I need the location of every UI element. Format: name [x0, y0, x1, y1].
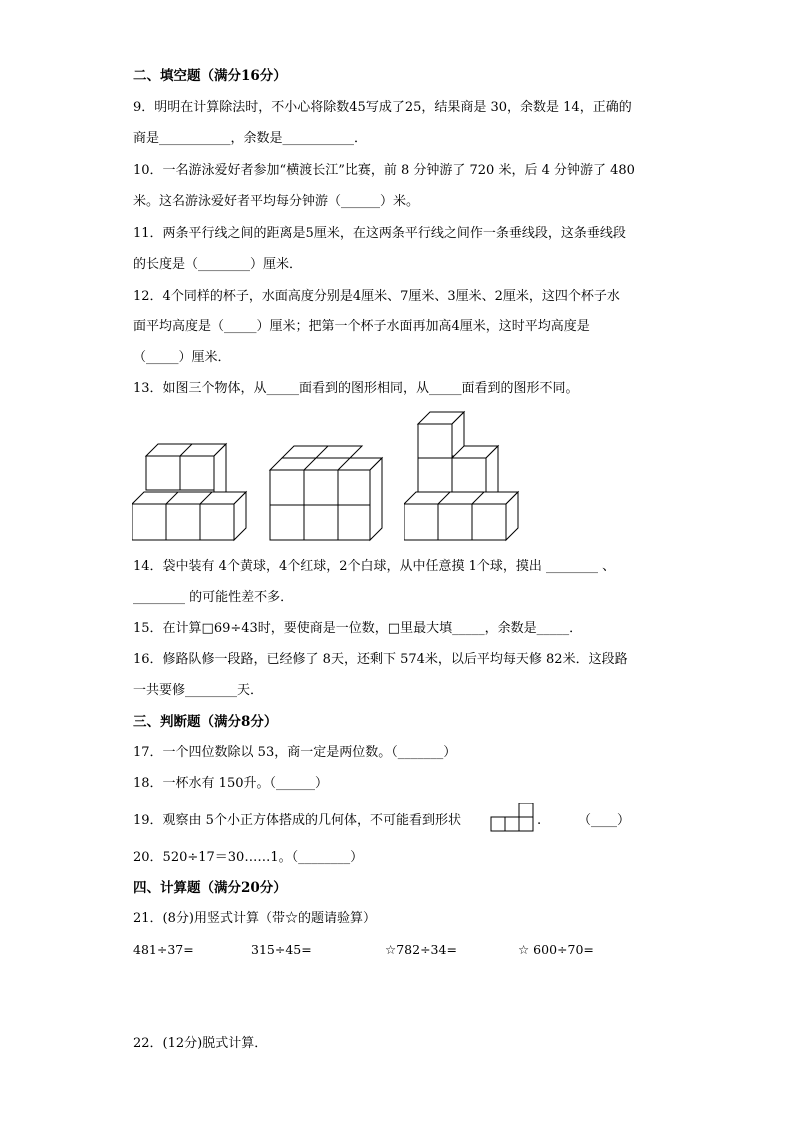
section-heading-calculation: 四、计算题（满分20分） — [133, 880, 287, 896]
calc-item-1: 481÷37= — [133, 942, 194, 957]
calc-item-4: ☆ 600÷70= — [518, 942, 594, 957]
question-16-line-2: 一共要修________天． — [133, 683, 264, 698]
question-15: 15．在计算□69÷43时，要使商是一位数，□里最大填_____，余数是_____． — [133, 621, 583, 636]
square-shape-icon — [490, 803, 536, 833]
question-14-line-1: 14．袋中装有 4个黄球，4个红球，2个白球，从中任意摸 1个球，摸出 ________ 、 — [133, 559, 616, 574]
question-10-line-1: 10．一名游泳爱好者参加“横渡长江”比赛，前 8 分钟游了 720 米，后 4 分钟游了 480 — [133, 163, 635, 178]
cube-figure-3 — [404, 400, 522, 542]
question-20: 20．520÷17＝30……1。（________） — [133, 850, 364, 865]
section-heading-fill-in: 二、填空题（满分16分） — [133, 68, 287, 84]
question-21: 21．(8分)用竖式计算（带☆的题请验算） — [133, 911, 376, 926]
section-heading-judgement: 三、判断题（满分8分） — [133, 714, 278, 730]
cube-figure-1 — [132, 440, 250, 542]
question-11-line-2: 的长度是（________）厘米． — [133, 257, 303, 272]
question-12-line-2: 面平均高度是（_____）厘米；把第一个杯子水面再加高4厘米，这时平均高度是 — [133, 319, 590, 334]
question-12-line-1: 12．4个同样的杯子，水面高度分别是4厘米、7厘米、3厘米、2厘米，这四个杯子水 — [133, 289, 620, 304]
question-19-period: . — [537, 813, 542, 828]
question-9-line-2: 商是___________，余数是___________． — [133, 131, 368, 146]
cube-figure-2 — [268, 440, 384, 542]
question-22: 22．(12分)脱式计算． — [133, 1036, 268, 1051]
question-10-line-2: 米。这名游泳爱好者平均每分钟游（______）米。 — [133, 194, 420, 209]
question-12-line-3: （_____）厘米． — [133, 350, 231, 365]
question-16-line-1: 16．修路队修一段路，已经修了 8天，还剩下 574米，以后平均每天修 82米．这段路 — [133, 652, 628, 667]
question-19-text: 19．观察由 5个小正方体搭成的几何体，不可能看到形状 — [133, 813, 461, 828]
question-17: 17．一个四位数除以 53，商一定是两位数。（_______） — [133, 745, 457, 760]
question-18: 18．一杯水有 150升。（______） — [133, 776, 328, 791]
calc-item-3: ☆782÷34= — [385, 942, 457, 957]
question-9-line-1: 9．明明在计算除法时，不小心将除数45写成了25，结果商是 30，余数是 14，正确的 — [133, 100, 632, 115]
question-19-answer-blank: （____） — [578, 813, 631, 828]
calc-item-2: 315÷45= — [251, 942, 312, 957]
question-11-line-1: 11．两条平行线之间的距离是5厘米，在这两条平行线之间作一条垂线段，这条垂线段 — [133, 226, 626, 241]
question-14-line-2: ________ 的可能性差不多． — [133, 590, 294, 605]
question-13: 13．如图三个物体，从_____面看到的图形相同，从_____面看到的图形不同。 — [133, 381, 579, 396]
